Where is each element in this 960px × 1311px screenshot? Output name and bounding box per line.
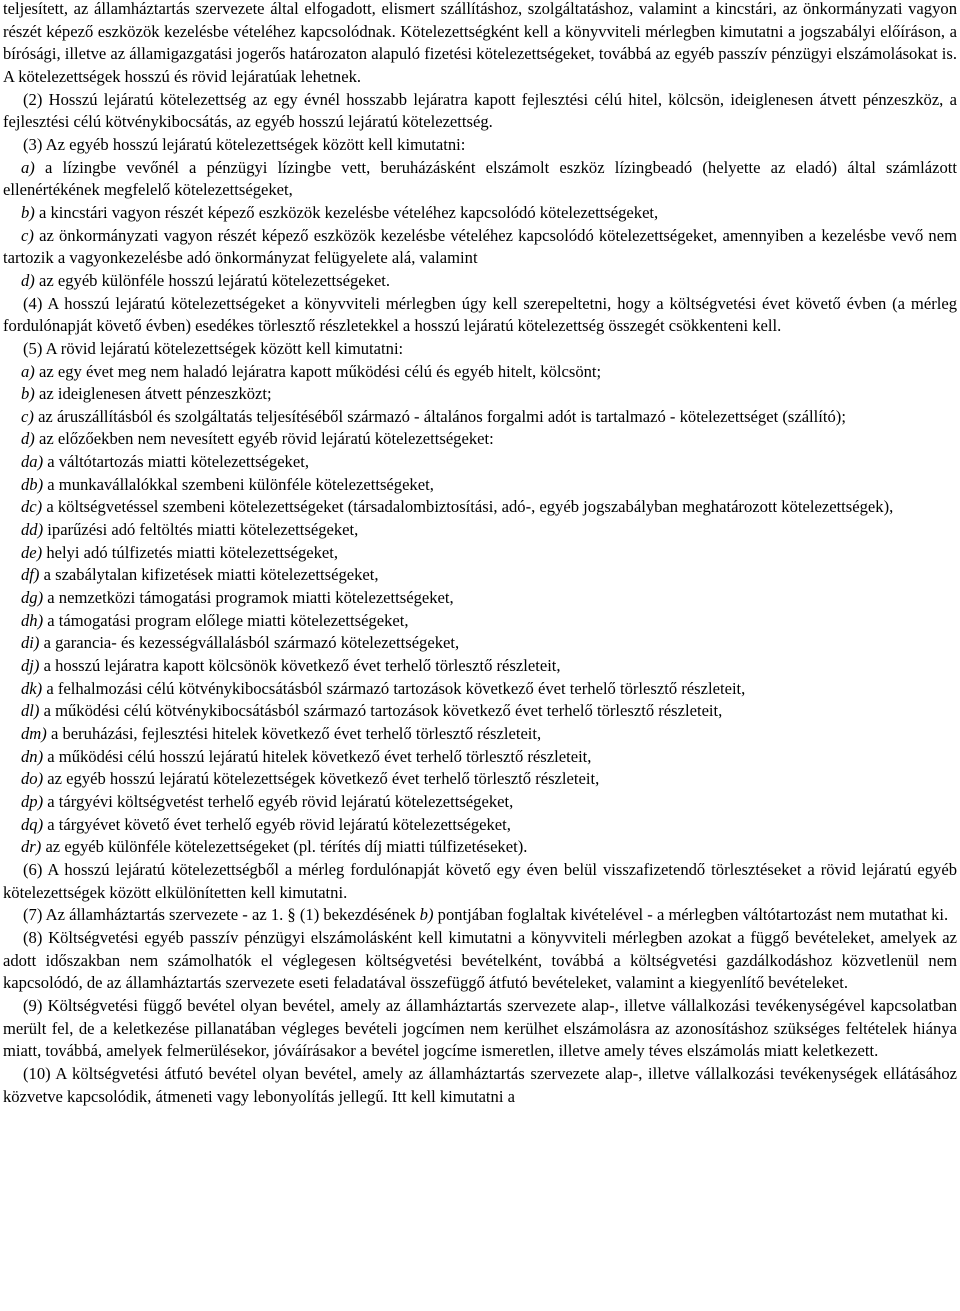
paragraph-5: (5) A rövid lejáratú kötelezettségek között kell kimutatni: [23, 338, 404, 358]
item-text: a munkavállalókkal szembeni különféle kötelezettségeket, [47, 474, 434, 494]
item-label: dd) [21, 520, 44, 540]
item-label: d) [21, 429, 35, 449]
item-text: a működési célú hosszú lejáratú hitelek következő évet terhelő törlesztő részleteit, [47, 746, 592, 766]
paragraph-10: (10) A költségvetési átfutó bevétel olyan bevétel, amely az államháztartás szervezete alap-, illetve vállalkozási tevékenységek ellátásához közvetve kapcsolódik, átmeneti vagy lebonyolítás jellegű. Itt kell kimutatni a [3, 1063, 957, 1106]
list-item-dn [3, 746, 957, 769]
list-item-dl [3, 700, 957, 723]
list-item-dm [3, 723, 957, 746]
item-text: a felhalmozási célú kötvénykibocsátásból származó tartozások következő évet terhelő törlesztő részleteit, [46, 678, 746, 698]
list-item-5d [3, 428, 957, 451]
item-label: b) [21, 384, 35, 404]
list-item-db [3, 474, 957, 497]
list-item-dd [3, 519, 957, 542]
item-label: dc) [21, 497, 43, 517]
list-item-5b [3, 383, 957, 406]
item-label: db) [21, 474, 44, 494]
item-label: dn) [21, 746, 44, 766]
paragraph-7-text-after: pontjában foglaltak kivételével - a mérlegben váltótartozást nem mutathat ki. [437, 905, 949, 925]
paragraph-6: (6) A hosszú lejáratú kötelezettségből a mérleg fordulónapját követő egy éven belül visszafizetendő törlesztéseket a rövid lejáratú egyéb kötelezettségek között elkülönítetten kell kimutatni. [3, 859, 957, 902]
item-label: dp) [21, 791, 44, 811]
item-text: az egy évet meg nem haladó lejáratra kapott működési célú és egyéb hitelt, kölcsönt; [38, 361, 602, 381]
list-item-dr [3, 836, 957, 859]
item-text: a hosszú lejáratra kapott kölcsönök következő évet terhelő törlesztő részleteit, [43, 656, 561, 676]
item-label: de) [21, 542, 43, 562]
item-label: dm) [21, 724, 47, 743]
list-item-dq [3, 814, 957, 837]
list-item-5c [3, 406, 957, 429]
item-label: c) [21, 225, 34, 245]
item-label: c) [21, 406, 34, 426]
item-text: az ideiglenesen átvett pénzeszközt; [38, 384, 272, 404]
paragraph-2: (2) Hosszú lejáratú kötelezettség az egy évnél hosszabb lejáratra kapott fejlesztési célú hitel, kölcsön, ideiglenesen átvett pénzeszköz, a fejlesztési célú kötvénykibocsátás, az egyéb hosszú lejáratú kötelezettség. [3, 89, 957, 132]
inline-label: b) [419, 905, 434, 925]
paragraph-3: (3) Az egyéb hosszú lejáratú kötelezettségek között kell kimutatni: [23, 134, 466, 154]
item-text: helyi adó túlfizetés miatti kötelezettségeket, [46, 542, 339, 562]
list-item-di [3, 632, 957, 655]
item-label: dl) [21, 701, 40, 721]
paragraph-7 [3, 904, 957, 927]
paragraph-8: (8) Költségvetési egyéb passzív pénzügyi elszámolásként kell kimutatni a könyvviteli mérlegben azokat a függő bevételeket, amelyek az adott időszakban nem számolhatók el véglegesen költségvetési bevételként, továbbá a költségvetési gazdálkodáshoz közvetlenül nem kapcsolódó, de az államháztartás szervezete eseti feladatával összefüggő átfutó bevételeket, valamint a kiegyenlítő bevételeket. [3, 927, 957, 993]
item-text: az egyéb hosszú lejáratú kötelezettségek következő évet terhelő törlesztő részleteit, [47, 769, 600, 789]
list-item-5a [3, 361, 957, 384]
item-label: a) [21, 157, 35, 177]
item-text: a szabálytalan kifizetések miatti kötelezettségeket, [43, 565, 379, 585]
list-item-dh [3, 610, 957, 633]
item-text: a támogatási program előlege miatti kötelezettségeket, [47, 610, 409, 630]
list-item-df [3, 564, 957, 587]
item-text: iparűzési adó feltöltés miatti kötelezettségeket, [47, 520, 359, 540]
item-text: a beruházási, fejlesztési hitelek következő évet terhelő törlesztő részleteit, [50, 724, 542, 743]
paragraph-intro: teljesített, az államháztartás szervezete által elfogadott, elismert szállításhoz, szolgáltatáshoz, valamint a kincstári, az önkormányzati vagyon részét képező eszközök kezelésbe vételéhez kapcsolódnak. Kötelezettségként kell a könyvviteli mérlegben kimutatni a jogszabályi előíráson, a bírósági, illetve az államigazgatási jogerős határozaton alapuló fizetési kötelezettségeket, továbbá az egyéb passzív pénzügyi elszámolásokat is. A kötelezettségek hosszú és rövid lejáratúak lehetnek. [3, 0, 957, 86]
item-text: a lízingbe vevőnél a pénzügyi lízingbe vett, beruházásként elszámolt eszköz lízingbeadó (helyette az eladó) által számlázott ellenértékének megfelelő kötelezettségeket, [3, 157, 957, 200]
item-label: d) [21, 270, 35, 290]
list-item-dc [3, 496, 957, 519]
item-label: df) [21, 565, 40, 585]
list-item-dk [3, 678, 957, 701]
paragraph-4: (4) A hosszú lejáratú kötelezettségeket a könyvviteli mérlegben úgy kell szerepeltetni, hogy a költségvetési évet követő évben (a mérleg fordulónapját követő évben) esedékes törlesztő részletekkel a hosszú lejáratú kötelezettség összegét csökkenteni kell. [3, 293, 957, 336]
list-item-3d [3, 270, 957, 293]
item-text: az előzőekben nem nevesített egyéb rövid lejáratú kötelezettségeket: [38, 429, 494, 449]
list-item-do [3, 768, 957, 791]
item-text: az önkormányzati vagyon részét képező eszközök kezelésbe vételéhez kapcsolódó kötelezettségeket, amennyiben a kezelésbe vevő nem tartozik a vagyonkezelésbe adó önkormányzat felügyelete alá, valamint [3, 225, 958, 268]
item-label: dg) [21, 588, 44, 608]
item-text: a garancia- és kezességvállalásból származó kötelezettségeket, [43, 633, 460, 653]
item-label: dq) [21, 814, 44, 834]
item-text: a tárgyévi költségvetést terhelő egyéb rövid lejáratú kötelezettségeket, [47, 791, 514, 811]
item-text: a kincstári vagyon részét képező eszközök kezelésbe vételéhez kapcsolódó kötelezettségeket, [38, 202, 659, 222]
item-text: a nemzetközi támogatási programok miatti kötelezettségeket, [47, 588, 454, 608]
item-label: do) [21, 769, 44, 789]
item-text: a tárgyévet követő évet terhelő egyéb rövid lejáratú kötelezettségeket, [47, 814, 511, 834]
item-label: dj) [21, 656, 40, 676]
item-label: dh) [21, 610, 44, 630]
item-text: a költségvetéssel szembeni kötelezettségeket (társadalombiztosítási, adó-, egyéb jogszabályban meghatározott kötelezettségek), [46, 497, 894, 517]
item-text: az egyéb különféle kötelezettségeket (pl. térítés díj miatti túlfizetéseket). [45, 837, 528, 857]
item-label: a) [21, 361, 35, 381]
item-label: di) [21, 633, 40, 653]
list-item-3c [3, 225, 957, 270]
item-label: da) [21, 452, 44, 472]
item-label: dk) [21, 678, 43, 698]
paragraph-9: (9) Költségvetési függő bevétel olyan bevétel, amely az államháztartás szervezete alap-, illetve vállalkozási tevékenységével kapcsolatban merült fel, de a keletkezése pillanatában végleges bevételi jogcímen nem kerülhet elszámolásra az azonosításhoz szükséges feltételek hiánya miatt, továbbá, amelyek felmerülésekor, jóváírásakor a bevétel jogcíme ismeretlen, illetve amely téves elszámolás miatt keletkezett. [3, 995, 957, 1061]
item-text: az egyéb különféle hosszú lejáratú kötelezettségeket. [38, 270, 391, 290]
item-label: dr) [21, 837, 42, 857]
list-item-dj [3, 655, 957, 678]
document-page [3, 0, 957, 1108]
paragraph-7-text: (7) Az államháztartás szervezete - az 1. § (1) bekezdésének [23, 905, 416, 925]
item-text: a működési célú kötvénykibocsátásból származó tartozások következő évet terhelő törlesztő részleteit, [43, 701, 723, 721]
item-text: az áruszállításból és szolgáltatás teljesítéséből származó - általános forgalmi adót is tartalmazó - kötelezettséget (szállító); [38, 406, 846, 426]
list-item-dg [3, 587, 957, 610]
list-item-de [3, 542, 957, 565]
item-label: b) [21, 202, 35, 222]
list-item-3a [3, 157, 957, 202]
list-item-da [3, 451, 957, 474]
list-item-3b [3, 202, 957, 225]
item-text: a váltótartozás miatti kötelezettségeket, [47, 452, 309, 472]
list-item-dp [3, 791, 957, 814]
